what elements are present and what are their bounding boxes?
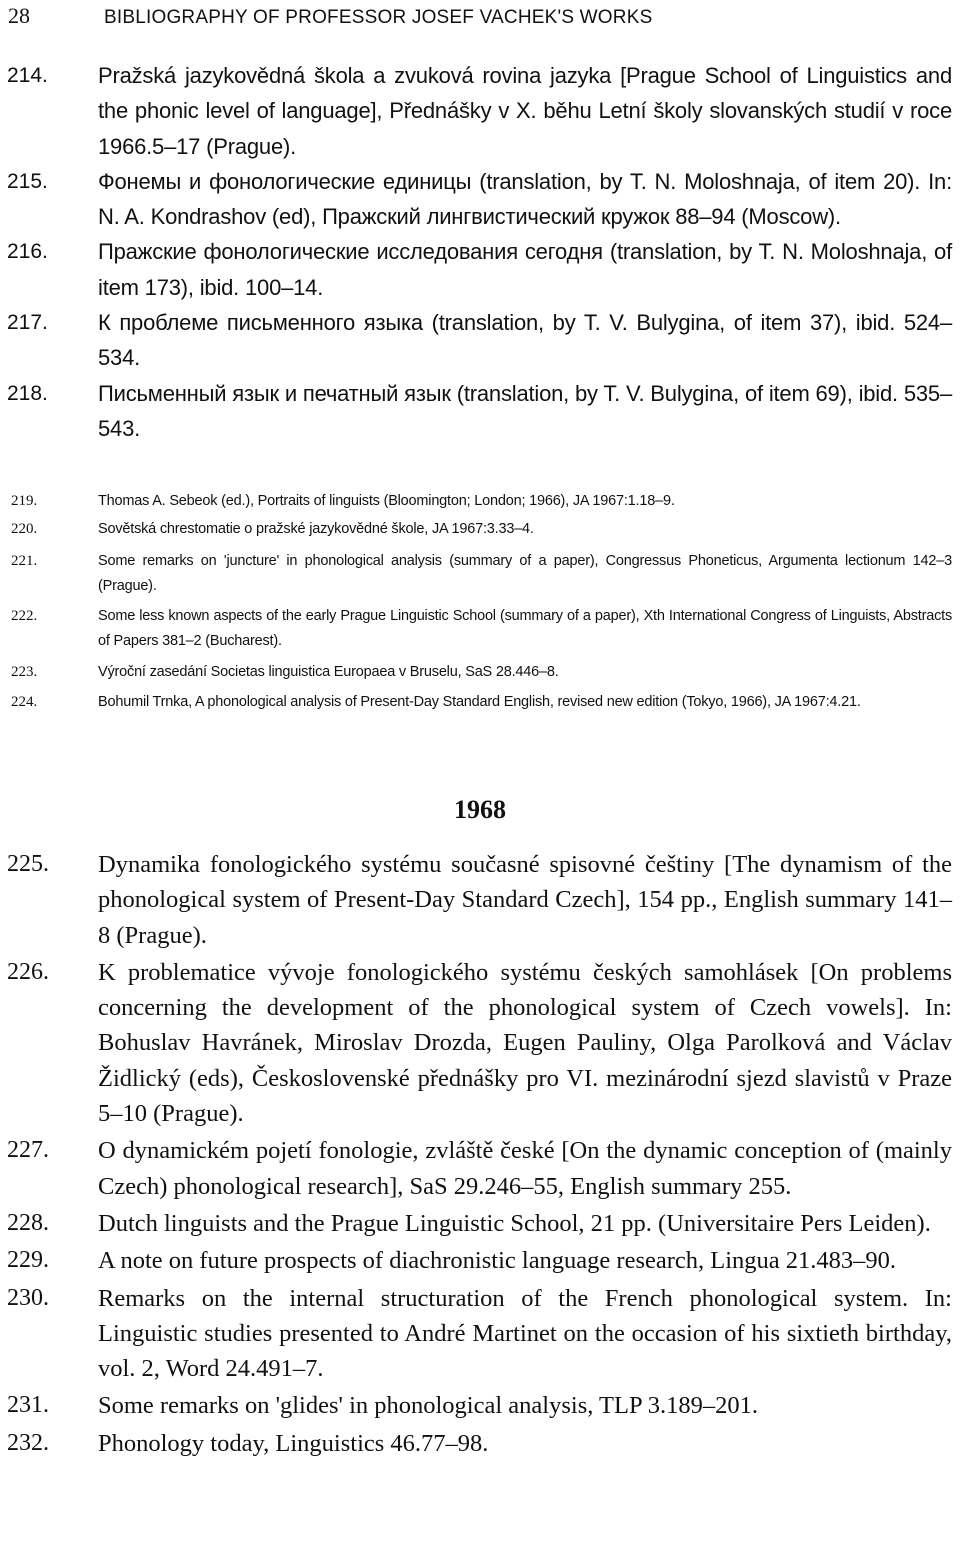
entry-number: 215. xyxy=(7,169,48,193)
entry-number: 224. xyxy=(11,693,38,710)
entry-number: 221. xyxy=(11,553,38,569)
entry-text: Письменный язык и печатный язык (translation, by T. V. Bulygina, of item 69), ibid. 535–543. xyxy=(98,380,952,441)
bibliography-entry xyxy=(0,1281,960,1387)
entry-text: Some remarks on 'juncture' in phonological analysis (summary of a paper), Congressus Phoneticus, Argumenta lectionum 142–3 (Prague). xyxy=(98,553,952,594)
entry-text: Dynamika fonologického systému současné spisovné češtiny [The dynamism of the phonological system of Present-Day Standard Czech], 154 pp., English summary 141–8 (Prague). xyxy=(98,851,952,949)
entry-number: 222. xyxy=(11,608,38,624)
entry-text: Thomas A. Sebeok (ed.), Portraits of linguists (Bloomington; London; 1966), JA 1967:1.18–9. xyxy=(98,493,675,509)
bibliography-entry xyxy=(0,660,960,685)
entry-number: 219. xyxy=(11,493,38,509)
bibliography-entry xyxy=(0,58,960,164)
entry-number: 218. xyxy=(7,381,48,405)
entry-text: Some remarks on 'glides' in phonological analysis, TLP 3.189–201. xyxy=(98,1392,759,1420)
page-number: 28 xyxy=(8,3,30,28)
entry-number: 214. xyxy=(7,64,48,87)
entry-number: 229. xyxy=(7,1247,49,1274)
entry-text: A note on future prospects of diachronistic language research, Lingua 21.483–90. xyxy=(98,1247,897,1275)
bibliography-entry xyxy=(0,164,960,235)
entry-text: Some less known aspects of the early Prague Linguistic School (summary of a paper), Xth International Congress of Linguists, Abstracts of Papers 381–2 (Bucharest). xyxy=(98,608,952,649)
bibliography-entry xyxy=(0,305,960,376)
entry-number: 230. xyxy=(7,1284,49,1311)
entry-text: Пражские фонологические исследования сегодня (translation, by T. N. Moloshnaja, of item 173), ibid. 100–14. xyxy=(98,239,952,300)
bibliography-entry xyxy=(0,1133,960,1204)
entry-text: К проблеме письменного языка (translation, by T. V. Bulygina, of item 37), ibid. 524–534. xyxy=(98,310,952,371)
entry-text: Výroční zasedání Societas linguistica Europaea v Bruselu, SaS 28.446–8. xyxy=(98,664,559,680)
bibliography-entry xyxy=(0,376,960,447)
entry-number: 227. xyxy=(7,1137,49,1164)
entry-number: 223. xyxy=(11,664,38,680)
bibliography-entry xyxy=(0,604,960,653)
entry-text: Dutch linguists and the Prague Linguistic School, 21 pp. (Universitaire Pers Leiden). xyxy=(98,1209,931,1237)
entry-number: 225. xyxy=(7,851,49,877)
bibliography-entry xyxy=(0,234,960,305)
entry-text: Sovětská chrestomatie o pražské jazykovědné škole, JA 1967:3.33–4. xyxy=(98,520,534,537)
bibliography-entry xyxy=(0,489,960,514)
bibliography-entry xyxy=(0,1206,960,1241)
bibliography-entry xyxy=(0,690,960,715)
running-head xyxy=(8,2,940,30)
year-heading: 1968 xyxy=(454,795,506,824)
entry-number: 231. xyxy=(7,1392,49,1419)
entry-text: Bohumil Trnka, A phonological analysis of Present-Day Standard English, revised new edition (Tokyo, 1966), JA 1967:4.21. xyxy=(98,693,861,710)
entry-text: Phonology today, Linguistics 46.77–98. xyxy=(98,1429,489,1457)
entry-number: 220. xyxy=(11,520,38,537)
bibliography-entry xyxy=(0,1388,960,1423)
bibliography-entry xyxy=(0,517,960,542)
entry-text: O dynamickém pojetí fonologie, zvláště české [On the dynamic conception of (mainly Czech) phonological research], SaS 29.246–55, English summary 255. xyxy=(98,1137,952,1200)
entry-text: K problematice vývoje fonologického systému českých samohlásek [On problems concerning the development of the phonological system of Czech vowels]. In: Bohuslav Havránek, Miroslav Drozda, Eugen Pauliny, Olga Parolková and Václav Židlický (eds), Československé přednášky pro VI. mezinárodní sjezd slavistů v Praze 5–10 (Prague). xyxy=(98,958,952,1128)
bibliography-entry xyxy=(0,955,960,1131)
entry-text: Pražská jazykovědná škola a zvuková rovina jazyka [Prague School of Linguistics and the phonic level of language], Přednášky v X. běhu Letní školy slovanských studií v roce 1966.5–17 (Prague). xyxy=(98,63,952,159)
entries-1968 xyxy=(0,847,960,1463)
entries-1967-translations xyxy=(0,58,960,446)
entry-number: 226. xyxy=(7,958,49,985)
entry-number: 228. xyxy=(7,1209,49,1236)
page-title: BIBLIOGRAPHY OF PROFESSOR JOSEF VACHEK'S WORKS xyxy=(104,7,653,28)
bibliography-entry xyxy=(0,549,960,598)
entry-number: 216. xyxy=(7,240,48,264)
bibliography-entry xyxy=(0,1243,960,1278)
entry-text: Фонемы и фонологические единицы (translation, by T. N. Moloshnaja, of item 20). In: N. A. Kondrashov (ed), Пражский лингвистический кружок 88–94 (Moscow). xyxy=(98,168,952,230)
entry-number: 232. xyxy=(7,1429,49,1456)
bibliography-entry xyxy=(0,1426,960,1461)
entry-text: Remarks on the internal structuration of the French phonological system. In: Linguistic studies presented to André Martinet on the occasion of his sixtieth birthday, vol. 2, Word 24.491–7. xyxy=(98,1284,952,1383)
entries-1967-reviews xyxy=(0,489,960,719)
bibliography-entry xyxy=(0,847,960,953)
entry-number: 217. xyxy=(7,311,48,335)
